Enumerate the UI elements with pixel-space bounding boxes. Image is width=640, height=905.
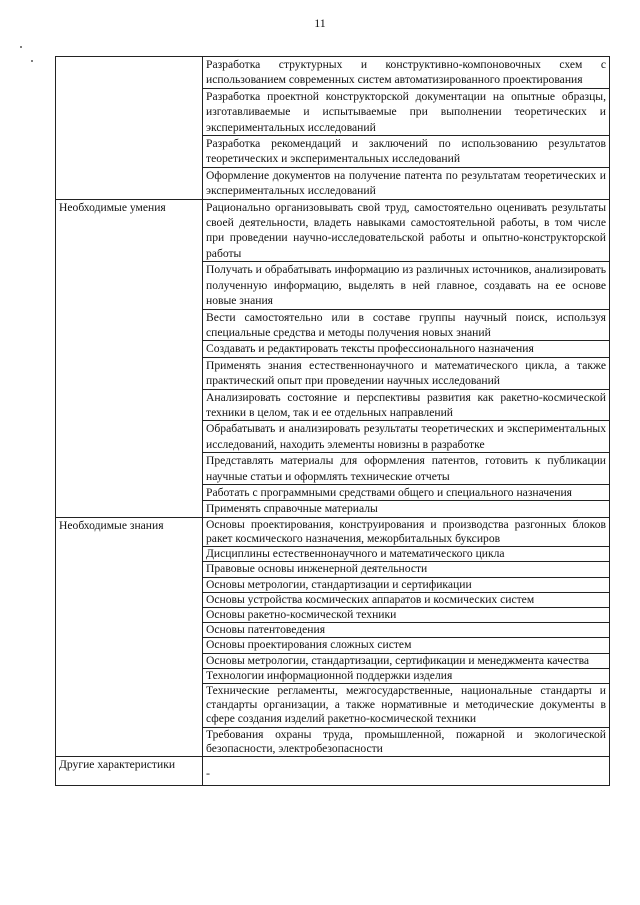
- scan-speck: [31, 60, 33, 62]
- knowledge-item: Основы метрологии, стандартизации, сертификации и менеджмента качества: [203, 653, 610, 668]
- knowledge-item: Правовые основы инженерной деятельности: [203, 562, 610, 577]
- skill-item: Представлять материалы для оформления патентов, готовить к публикации научные статьи и оформлять технические отчеты: [203, 453, 610, 485]
- section-label-knowledge: Необходимые знания: [56, 517, 203, 756]
- section-label-other: Другие характеристики: [56, 757, 203, 786]
- knowledge-item: Технические регламенты, межгосударственные, национальные стандарты и стандарты организации, а также нормативные и методические документы в сфере создания изделий ракетно-космической техники: [203, 684, 610, 728]
- labor-action-item: Разработка структурных и конструктивно-компоновочных схем с использованием современных систем автоматизированного проектирования: [203, 57, 610, 89]
- knowledge-item: Основы ракетно-космической техники: [203, 608, 610, 623]
- knowledge-item: Дисциплины естественнонаучного и математического цикла: [203, 547, 610, 562]
- knowledge-item: Требования охраны труда, промышленной, пожарной и экологической безопасности, электробезопасности: [203, 727, 610, 756]
- knowledge-item: Основы метрологии, стандартизации и сертификации: [203, 577, 610, 592]
- table-row: [56, 57, 610, 89]
- skill-item: Обрабатывать и анализировать результаты теоретических и экспериментальных исследований, находить элементы новизны в разработке: [203, 421, 610, 453]
- page-number: 11: [314, 16, 326, 30]
- qualification-table: [55, 56, 610, 786]
- skill-item: Применять знания естественнонаучного и математического цикла, а также практический опыт при проведении научных исследований: [203, 357, 610, 389]
- table-row: [56, 517, 610, 546]
- skill-item: Вести самостоятельно или в составе группы научный поиск, используя специальные средства и методы получения новых знаний: [203, 309, 610, 341]
- table-row: [56, 199, 610, 262]
- labor-action-item: Разработка рекомендаций и заключений по использованию результатов теоретических и экспериментальных исследований: [203, 136, 610, 168]
- knowledge-item: Основы проектирования, конструирования и производства разгонных блоков ракет космического назначения, межорбитальных буксиров: [203, 517, 610, 546]
- section-label-empty: [56, 57, 203, 200]
- scan-speck: [20, 46, 22, 48]
- skill-item: Рационально организовывать свой труд, самостоятельно оценивать результаты своей деятельности, владеть навыками самостоятельной работы, в том числе при проведении научно-исследовательской работы и опытно-конструкторской работы: [203, 199, 610, 262]
- skill-item: Создавать и редактировать тексты профессионального назначения: [203, 341, 610, 357]
- knowledge-item: Технологии информационной поддержки изделия: [203, 668, 610, 683]
- skill-item: Получать и обрабатывать информацию из различных источников, анализировать полученную информацию, выделять в ней главное, создавать на ее основе новые знания: [203, 262, 610, 309]
- labor-action-item: Оформление документов на получение патента по результатам теоретических и экспериментальных исследований: [203, 167, 610, 199]
- knowledge-item: Основы устройства космических аппаратов и космических систем: [203, 592, 610, 607]
- skill-item: Работать с программными средствами общего и специального назначения: [203, 484, 610, 500]
- skill-item: Анализировать состояние и перспективы развития как ракетно-космической техники в целом, так и ее отдельных направлений: [203, 389, 610, 421]
- knowledge-item: Основы патентоведения: [203, 623, 610, 638]
- other-characteristics-cell: [203, 757, 610, 786]
- other-characteristics-value: -: [206, 766, 210, 781]
- knowledge-item: Основы проектирования сложных систем: [203, 638, 610, 653]
- skill-item: Применять справочные материалы: [203, 501, 610, 517]
- labor-action-item: Разработка проектной конструкторской документации на опытные образцы, изготавливаемые и испытываемые при выполнении теоретических и экспериментальных исследований: [203, 88, 610, 135]
- section-label-skills: Необходимые умения: [56, 199, 203, 517]
- table-row: [56, 757, 610, 786]
